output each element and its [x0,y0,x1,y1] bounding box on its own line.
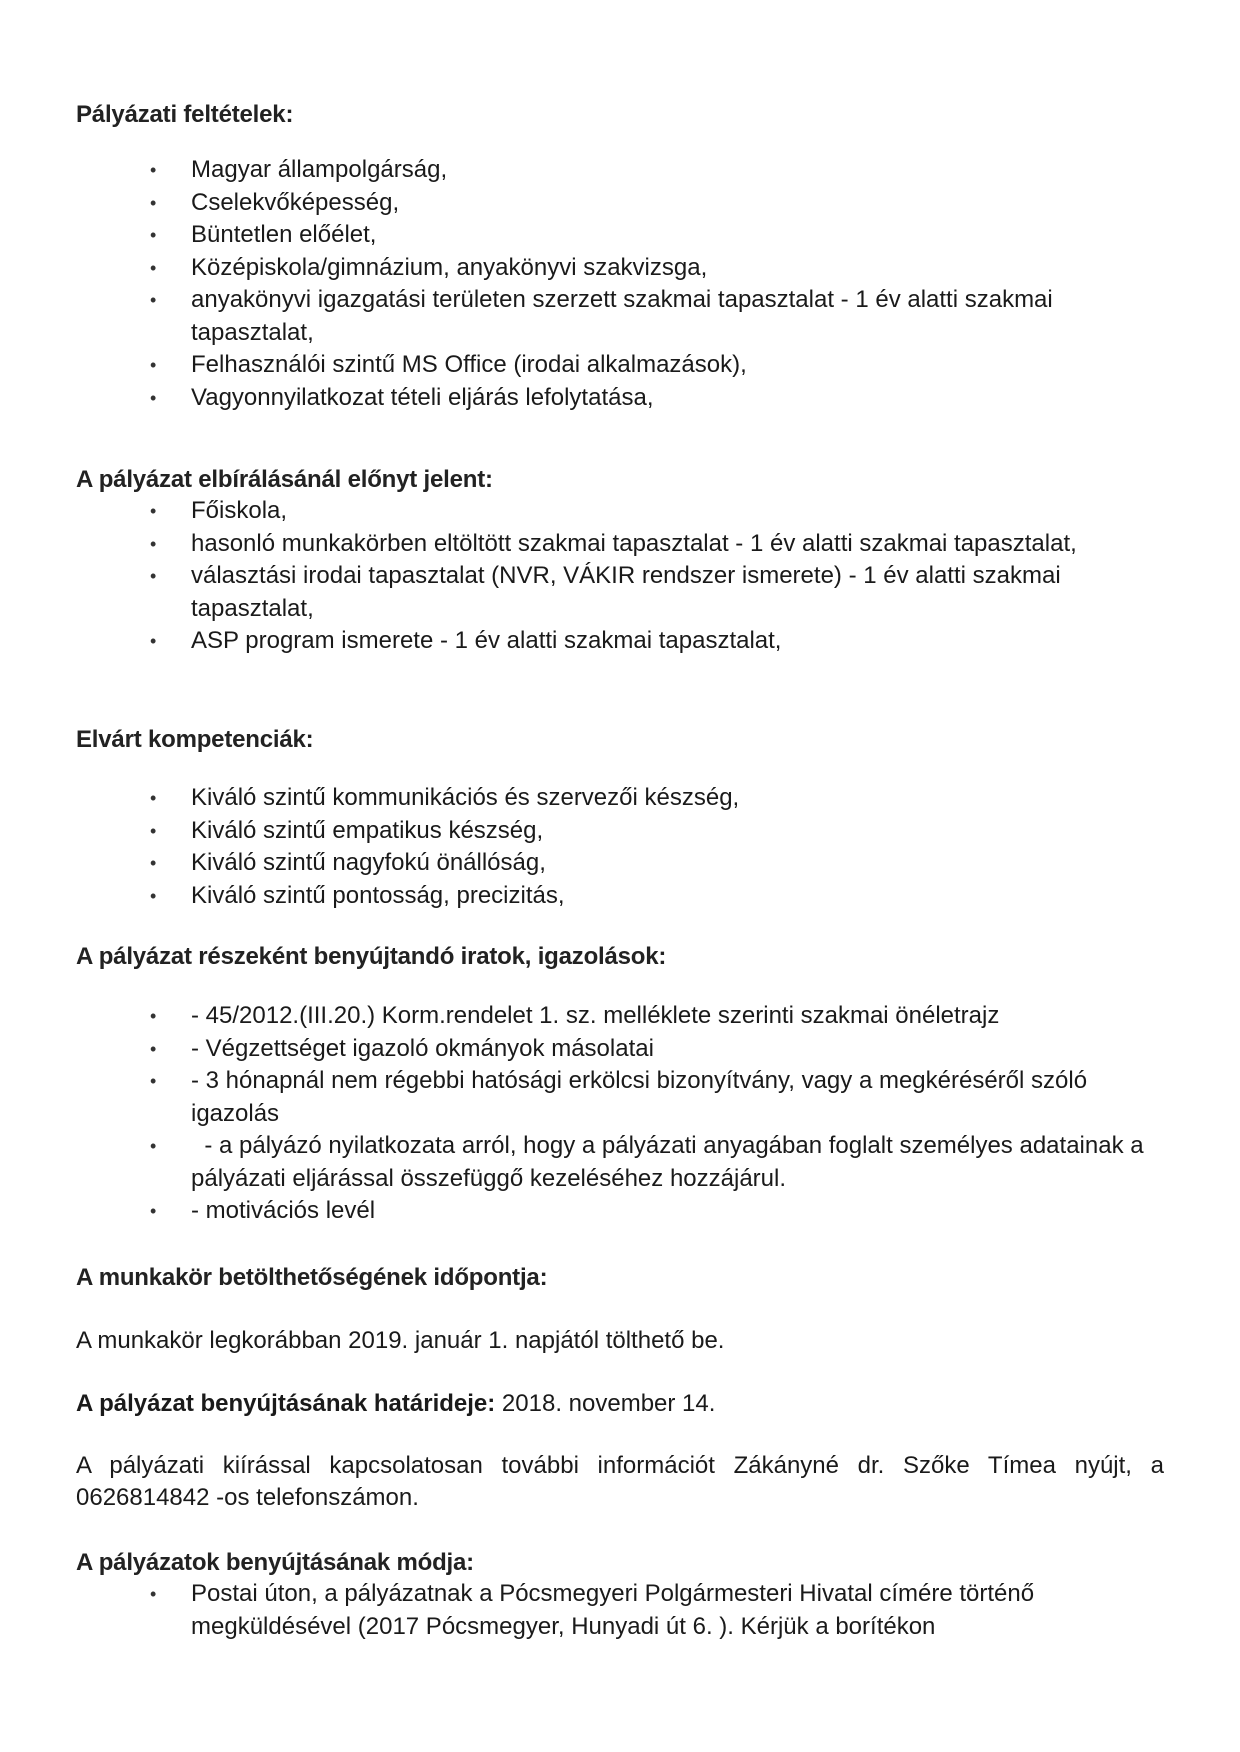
bullet-icon: • [150,1038,157,1059]
bullet-icon: • [150,1201,157,1221]
list-item: • Főiskola, [0,495,1240,528]
bullet-icon: • [150,566,157,586]
list-item: • - 3 hónapnál nem régebbi hatósági erkölcsi bizonyítvány, vagy a megkéréséről szóló igazolás [150,1067,1088,1127]
bullet-icon: • [150,1006,157,1026]
list-item: • Cselekvőképesség, [0,187,1240,220]
list-item: • választási irodai tapasztalat (NVR, VÁKIR rendszer ismerete) - 1 év alatti szakmai tapasztalat, [150,562,1061,622]
section-heading-advantages: A pályázat elbírálásánál előnyt jelent: [76,466,493,493]
bullet-icon: • [150,387,157,408]
list-item: • Középiskola/gimnázium, anyakönyvi szakvizsga, [0,252,1240,285]
bullet-icon: • [150,355,157,375]
list-item: • Kiváló szintű nagyfokú önállóság, [0,847,1240,880]
bullet-icon: • [150,1584,157,1604]
advantages-list [0,495,1240,658]
list-item: • - motivációs levél [0,1195,1240,1228]
section-heading-competencies: Elvárt kompetenciák: [76,726,314,753]
section-heading-documents: A pályázat részeként benyújtandó iratok, igazolások: [76,943,667,970]
list-item: • Kiváló szintű kommunikációs és szervezői készség, [0,782,1240,815]
bullet-icon: • [150,257,157,278]
list-item: • - 45/2012.(III.20.) Korm.rendelet 1. sz. melléklete szerinti szakmai önéletrajz [0,1000,1240,1033]
list-item: • Felhasználói szintű MS Office (irodai alkalmazások), [0,349,1240,382]
list-item: • hasonló munkakörben eltöltött szakmai tapasztalat - 1 év alatti szakmai tapasztalat, [0,528,1240,561]
list-item: • Kiváló szintű pontosság, precizitás, [0,880,1240,913]
section-heading-start-date: A munkakör betölthetőségének időpontja: [76,1264,548,1291]
bullet-icon: • [150,533,157,554]
bullet-icon: • [150,160,157,180]
start-date-text: A munkakör legkorábban 2019. január 1. napjától tölthető be. [76,1327,725,1354]
list-item: • Vagyonnyilatkozat tételi eljárás lefolytatása, [0,382,1240,415]
conditions-list [0,154,1240,414]
competencies-list [0,782,1240,912]
list-item: • ASP program ismerete - 1 év alatti szakmai tapasztalat, [0,625,1240,658]
list-item: • anyakönyvi igazgatási területen szerzett szakmai tapasztalat - 1 év alatti szakmai tapasztalat, [150,286,1053,346]
bullet-icon: • [150,501,157,521]
bullet-icon: • [150,788,157,808]
bullet-icon: • [150,290,157,310]
list-item: • Postai úton, a pályázatnak a Pócsmegyeri Polgármesteri Hivatal címére történő megküldésével (2017 Pócsmegyer, Hunyadi út 6. ). Kérjük a borítékon [150,1580,1035,1640]
bullet-icon: • [150,631,157,651]
bullet-icon: • [150,225,157,245]
bullet-icon: • [150,820,157,841]
bullet-icon: • [150,1071,157,1091]
bullet-icon: • [150,192,157,213]
list-item: • - a pályázó nyilatkozata arról, hogy a pályázati anyagában foglalt személyes adatainak a pályázati eljárással összefüggő kezeléséhez hozzájárul. [150,1132,1151,1192]
section-heading-conditions: Pályázati feltételek: [76,101,294,128]
list-item: • Magyar állampolgárság, [0,154,1240,187]
deadline-value: 2018. november 14. [495,1390,716,1417]
submission-list [0,1578,1240,1643]
deadline-line [76,1390,715,1418]
list-item: • Büntetlen előélet, [0,219,1240,252]
list-item: • - Végzettséget igazoló okmányok másolatai [0,1033,1240,1066]
list-item: • Kiváló szintű empatikus készség, [0,815,1240,848]
bullet-icon: • [150,885,157,906]
bullet-icon: • [150,1136,157,1156]
documents-list [0,1000,1240,1228]
deadline-label: A pályázat benyújtásának határideje: [76,1390,496,1417]
section-heading-submission: A pályázatok benyújtásának módja: [76,1549,474,1576]
bullet-icon: • [150,853,157,873]
contact-paragraph: A pályázati kiírással kapcsolatosan további információt Zákányné dr. Szőke Tímea nyújt, a 0626814842 -os telefonszámon. [76,1452,1164,1511]
